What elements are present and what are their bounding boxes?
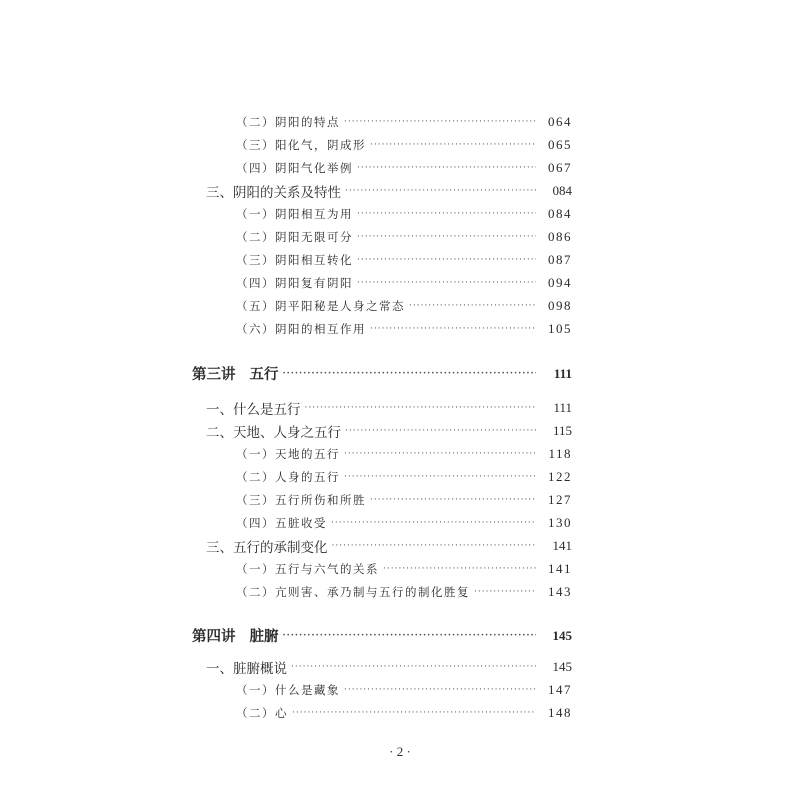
toc-subsection-entry — [236, 678, 572, 701]
dot-leader — [291, 662, 536, 672]
entry-page-number: 084 — [548, 205, 572, 221]
dot-leader — [283, 631, 537, 641]
chapter-number: 第三讲 — [192, 366, 236, 383]
entry-title: （二）阴阳的特点 — [236, 114, 340, 129]
entry-page-number: 148 — [548, 704, 572, 720]
entry-page-number: 094 — [548, 274, 572, 290]
entry-title: （三）五行所伤和所胜 — [236, 492, 366, 507]
entry-page-number: 086 — [548, 228, 572, 244]
toc-subsection-entry — [236, 225, 572, 248]
toc-subsection-entry — [236, 442, 572, 465]
dot-leader — [357, 255, 536, 265]
entry-title: （一）天地的五行 — [236, 446, 340, 461]
entry-page-number: 141 — [548, 560, 572, 576]
toc-subsection-entry — [236, 557, 572, 580]
dot-leader — [383, 564, 536, 574]
table-of-contents — [0, 110, 800, 724]
entry-page-number: 067 — [548, 159, 572, 175]
toc-subsection-entry — [236, 202, 572, 225]
toc-subsection-entry — [236, 271, 572, 294]
dot-leader — [332, 541, 537, 551]
entry-page-number: 122 — [548, 468, 572, 484]
toc-section-entry — [206, 179, 572, 202]
entry-page-number: 147 — [548, 681, 572, 697]
toc-subsection-entry — [236, 156, 572, 179]
dot-leader — [345, 186, 536, 196]
entry-title: 二、天地、人身之五行 — [206, 424, 341, 441]
entry-title: （一）阴阳相互为用 — [236, 206, 353, 221]
dot-leader — [370, 140, 536, 150]
dot-leader — [357, 163, 536, 173]
dot-leader — [331, 518, 536, 528]
entry-title: （三）阳化气，阴成形 — [236, 137, 366, 152]
toc-chapter-entry — [192, 362, 572, 385]
toc-subsection-entry — [236, 133, 572, 156]
toc-subsection-entry — [236, 580, 572, 603]
entry-title: （六）阴阳的相互作用 — [236, 321, 366, 336]
dot-leader — [357, 232, 536, 242]
entry-title: （二）心 — [236, 705, 288, 720]
entry-title: 三、阴阳的关系及特性 — [206, 184, 341, 201]
entry-page-number: 130 — [548, 514, 572, 530]
entry-page-number: 143 — [548, 583, 572, 599]
entry-page-number: 118 — [548, 445, 572, 461]
toc-subsection-entry — [236, 511, 572, 534]
entry-title — [192, 625, 283, 646]
toc-subsection-entry — [236, 110, 572, 133]
entry-title: 一、脏腑概说 — [206, 660, 287, 677]
entry-title: （四）五脏收受 — [236, 515, 327, 530]
entry-title — [192, 363, 283, 384]
dot-leader — [357, 278, 536, 288]
entry-title: 三、五行的承制变化 — [206, 539, 328, 556]
dot-leader — [283, 369, 537, 379]
entry-page-number: 065 — [548, 136, 572, 152]
entry-title: （一）什么是藏象 — [236, 682, 340, 697]
toc-section-entry — [206, 419, 572, 442]
dot-leader — [345, 426, 536, 436]
toc-section-entry — [206, 534, 572, 557]
entry-title: （三）阴阳相互转化 — [236, 252, 353, 267]
dot-leader — [370, 324, 536, 334]
dot-leader — [344, 449, 536, 459]
toc-subsection-entry — [236, 317, 572, 340]
chapter-title: 脏腑 — [249, 628, 279, 645]
dot-leader — [292, 708, 536, 718]
toc-chapter-entry — [192, 624, 572, 647]
dot-leader — [409, 301, 536, 311]
entry-page-number: 098 — [548, 297, 572, 313]
page-number: · 2 · — [389, 744, 411, 759]
dot-leader — [344, 472, 536, 482]
dot-leader — [357, 209, 536, 219]
entry-title: 一、什么是五行 — [206, 401, 301, 418]
entry-page-number: 111 — [553, 365, 572, 381]
entry-title: （二）人身的五行 — [236, 469, 340, 484]
entry-page-number: 087 — [548, 251, 572, 267]
chapter-number: 第四讲 — [192, 628, 236, 645]
dot-leader — [305, 403, 537, 413]
chapter-title: 五行 — [249, 366, 279, 383]
entry-title: （二）亢则害、承乃制与五行的制化胜复 — [236, 584, 470, 599]
dot-leader — [474, 587, 536, 597]
entry-title: （五）阴平阳秘是人身之常态 — [236, 298, 405, 313]
entry-title: （四）阴阳气化举例 — [236, 160, 353, 175]
entry-page-number: 111 — [553, 399, 572, 415]
dot-leader — [344, 117, 536, 127]
entry-page-number: 105 — [548, 320, 572, 336]
toc-subsection-entry — [236, 701, 572, 724]
toc-section-entry — [206, 396, 572, 419]
dot-leader — [370, 495, 536, 505]
toc-subsection-entry — [236, 248, 572, 271]
toc-subsection-entry — [236, 465, 572, 488]
entry-page-number: 084 — [552, 182, 572, 198]
entry-page-number: 141 — [552, 537, 572, 553]
entry-title: （四）阴阳复有阴阳 — [236, 275, 353, 290]
toc-section-entry — [206, 655, 572, 678]
dot-leader — [344, 685, 536, 695]
entry-page-number: 145 — [552, 658, 572, 674]
entry-title: （一）五行与六气的关系 — [236, 561, 379, 576]
entry-title: （二）阴阳无限可分 — [236, 229, 353, 244]
entry-page-number: 145 — [552, 627, 572, 643]
entry-page-number: 064 — [548, 113, 572, 129]
entry-page-number: 127 — [548, 491, 572, 507]
toc-subsection-entry — [236, 294, 572, 317]
toc-subsection-entry — [236, 488, 572, 511]
entry-page-number: 115 — [552, 422, 572, 438]
